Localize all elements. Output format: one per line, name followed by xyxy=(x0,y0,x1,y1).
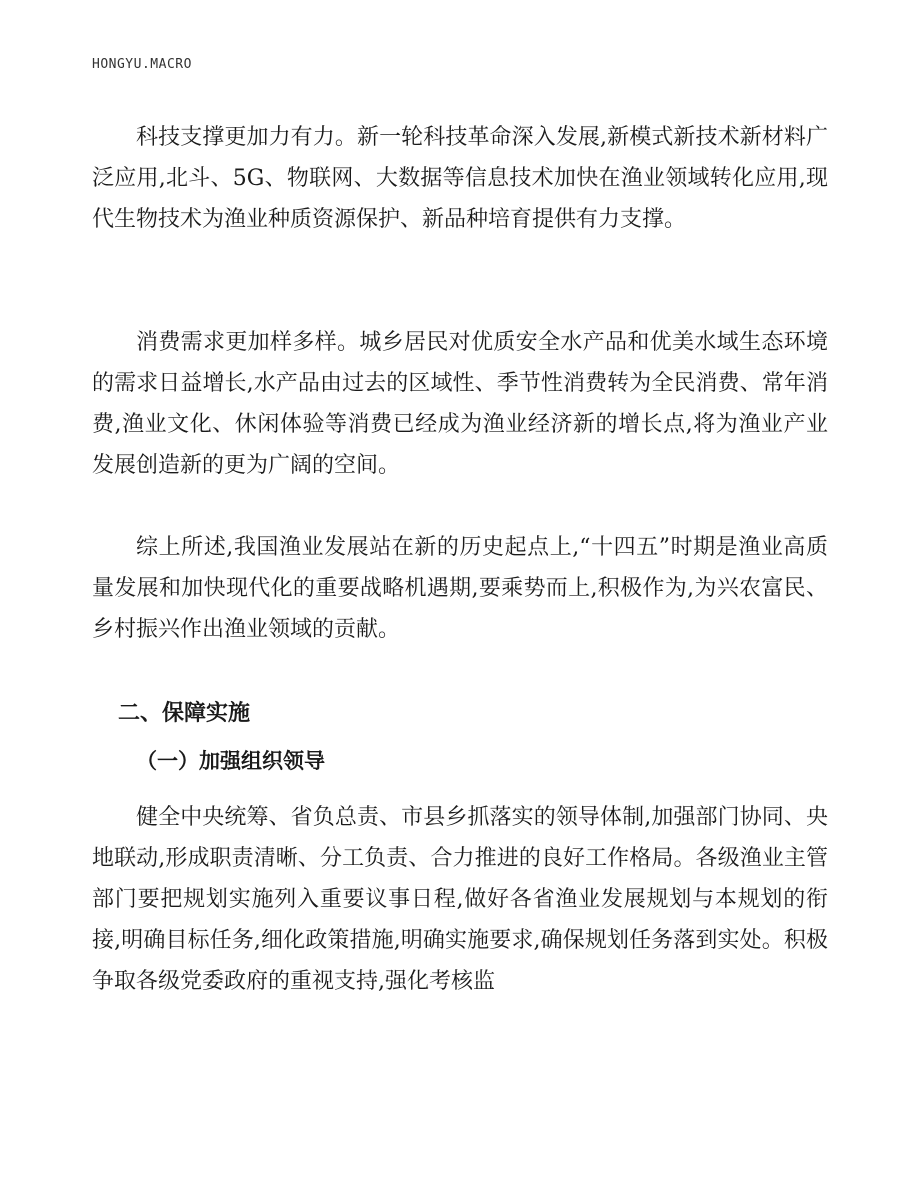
paragraph-organization-leadership: 健全中央统筹、省负总责、市县乡抓落实的领导体制,加强部门协同、央地联动,形成职责清晰、分工负责、合力推进的良好工作格局。各级渔业主管部门要把规划实施列入重要议事日程,做好各省渔业发展规划与本规划的衔接,明确目标任务,细化政策措施,明确实施要求,确保规划任务落到实处。积极争取各级党委政府的重视支持,强化考核监 xyxy=(92,805,828,994)
paragraph-summary: 综上所述,我国渔业发展站在新的历史起点上,“十四五”时期是渔业高质量发展和加快现代化的重要战略机遇期,要乘势而上,积极作为,为兴农富民、乡村振兴作出渔业领域的贡献。 xyxy=(92,535,828,642)
paragraph-tech-support: 科技支撑更加力有力。新一轮科技革命深入发展,新模式新技术新材料广泛应用,北斗、5G、物联网、大数据等信息技术加快在渔业领域转化应用,现代生物技术为渔业种质资源保护、新品种培育提供有力支撑。 xyxy=(92,125,828,232)
section-heading: 二、保障实施 xyxy=(118,701,251,726)
page-header: HONGYU.MACRO xyxy=(92,57,192,72)
paragraph-consumer-demand: 消费需求更加样多样。城乡居民对优质安全水产品和优美水域生态环境的需求日益增长,水产品由过去的区域性、季节性消费转为全民消费、常年消费,渔业文化、休闲体验等消费已经成为渔业经济新的增长点,将为渔业产业发展创造新的更为广阔的空间。 xyxy=(92,330,828,478)
section-subheading: （一）加强组织领导 xyxy=(136,748,325,773)
